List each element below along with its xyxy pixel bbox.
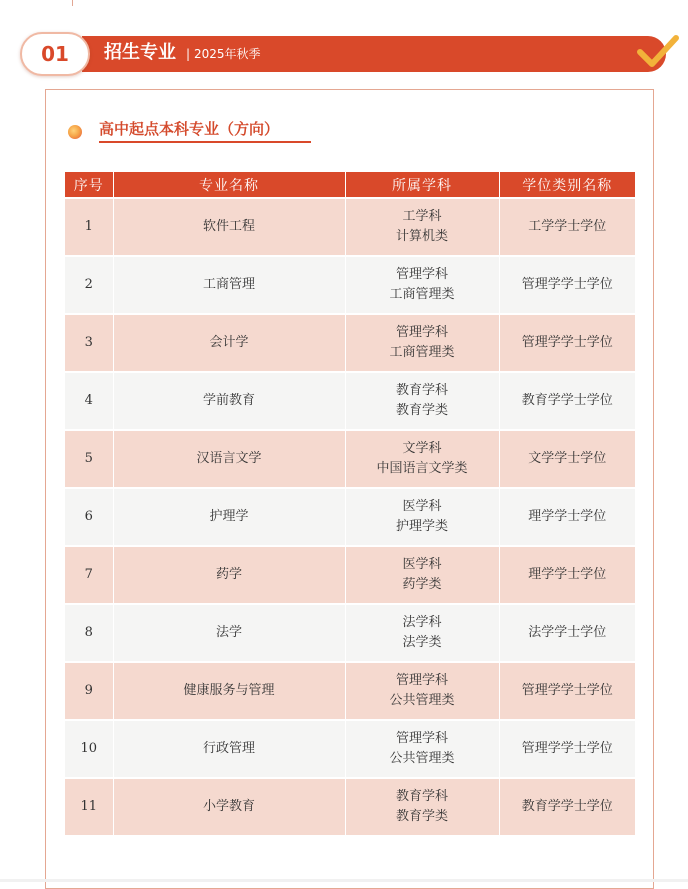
degree-name: 理学学士学位 — [499, 488, 635, 546]
degree-name: 教育学学士学位 — [499, 372, 635, 430]
discipline-cell — [345, 430, 499, 488]
section-banner — [16, 36, 680, 72]
degree-name: 管理学学士学位 — [499, 720, 635, 778]
table-row — [65, 662, 635, 720]
table-row — [65, 720, 635, 778]
row-number: 8 — [65, 604, 113, 662]
major-name: 汉语言文学 — [113, 430, 345, 488]
degree-name: 管理学学士学位 — [499, 256, 635, 314]
discipline-category: 管理学科 — [395, 325, 448, 340]
discipline-class: 护理学类 — [395, 519, 448, 534]
discipline-cell — [345, 314, 499, 372]
row-number: 1 — [65, 198, 113, 256]
discipline-category: 医学科 — [402, 557, 442, 572]
section-title-underline — [99, 141, 311, 143]
dot-icon — [68, 125, 82, 139]
major-name: 小学教育 — [113, 778, 345, 835]
discipline-class: 药学类 — [402, 577, 442, 592]
table-row — [65, 314, 635, 372]
row-number: 5 — [65, 430, 113, 488]
row-number: 11 — [65, 778, 113, 835]
major-name: 药学 — [113, 546, 345, 604]
majors-table — [65, 172, 635, 835]
discipline-category: 管理学科 — [395, 267, 448, 282]
discipline-category: 文学科 — [402, 441, 442, 456]
discipline-class: 计算机类 — [395, 229, 448, 244]
degree-name: 理学学士学位 — [499, 546, 635, 604]
section-title: 高中起点本科专业（方向） — [99, 120, 280, 138]
row-number: 10 — [65, 720, 113, 778]
discipline-class: 法学类 — [402, 635, 442, 650]
major-name: 护理学 — [113, 488, 345, 546]
check-icon — [636, 32, 680, 70]
top-tick — [72, 0, 73, 6]
table-row — [65, 778, 635, 835]
degree-name: 管理学学士学位 — [499, 314, 635, 372]
discipline-class: 工商管理类 — [389, 287, 455, 302]
discipline-cell — [345, 778, 499, 835]
discipline-class: 工商管理类 — [389, 345, 455, 360]
header-degree: 学位类别名称 — [499, 172, 635, 198]
degree-name: 工学学士学位 — [499, 198, 635, 256]
major-name: 法学 — [113, 604, 345, 662]
degree-name: 法学学士学位 — [499, 604, 635, 662]
header-no: 序号 — [65, 172, 113, 198]
banner-number: 01 — [20, 32, 90, 76]
discipline-cell — [345, 198, 499, 256]
major-name: 软件工程 — [113, 198, 345, 256]
degree-name: 教育学学士学位 — [499, 778, 635, 835]
table-row — [65, 198, 635, 256]
discipline-category: 管理学科 — [395, 673, 448, 688]
table-body — [65, 198, 635, 835]
discipline-category: 教育学科 — [395, 383, 448, 398]
major-name: 行政管理 — [113, 720, 345, 778]
discipline-category: 法学科 — [402, 615, 442, 630]
major-name: 工商管理 — [113, 256, 345, 314]
major-name: 会计学 — [113, 314, 345, 372]
banner-separator: | — [186, 47, 191, 61]
discipline-category: 教育学科 — [395, 789, 448, 804]
row-number: 3 — [65, 314, 113, 372]
degree-name: 管理学学士学位 — [499, 662, 635, 720]
table-row — [65, 604, 635, 662]
row-number: 9 — [65, 662, 113, 720]
header-major: 专业名称 — [113, 172, 345, 198]
header-discipline: 所属学科 — [345, 172, 499, 198]
discipline-cell — [345, 372, 499, 430]
degree-name: 文学学士学位 — [499, 430, 635, 488]
table-header-row — [65, 172, 635, 198]
discipline-category: 医学科 — [402, 499, 442, 514]
discipline-category: 工学科 — [402, 209, 442, 224]
discipline-class: 公共管理类 — [389, 693, 455, 708]
table-row — [65, 372, 635, 430]
table-row — [65, 256, 635, 314]
discipline-class: 中国语言文学类 — [376, 461, 468, 476]
discipline-class: 教育学类 — [395, 809, 448, 824]
discipline-class: 教育学类 — [395, 403, 448, 418]
discipline-cell — [345, 488, 499, 546]
discipline-cell — [345, 546, 499, 604]
discipline-cell — [345, 604, 499, 662]
discipline-cell — [345, 662, 499, 720]
table-row — [65, 488, 635, 546]
major-name: 健康服务与管理 — [113, 662, 345, 720]
discipline-category: 管理学科 — [395, 731, 448, 746]
table-row — [65, 546, 635, 604]
discipline-cell — [345, 720, 499, 778]
banner-season: 2025年秋季 — [194, 47, 261, 61]
row-number: 7 — [65, 546, 113, 604]
banner-title: 招生专业 — [104, 42, 176, 63]
major-name: 学前教育 — [113, 372, 345, 430]
row-number: 2 — [65, 256, 113, 314]
row-number: 6 — [65, 488, 113, 546]
table-row — [65, 430, 635, 488]
discipline-cell — [345, 256, 499, 314]
discipline-class: 公共管理类 — [389, 751, 455, 766]
row-number: 4 — [65, 372, 113, 430]
